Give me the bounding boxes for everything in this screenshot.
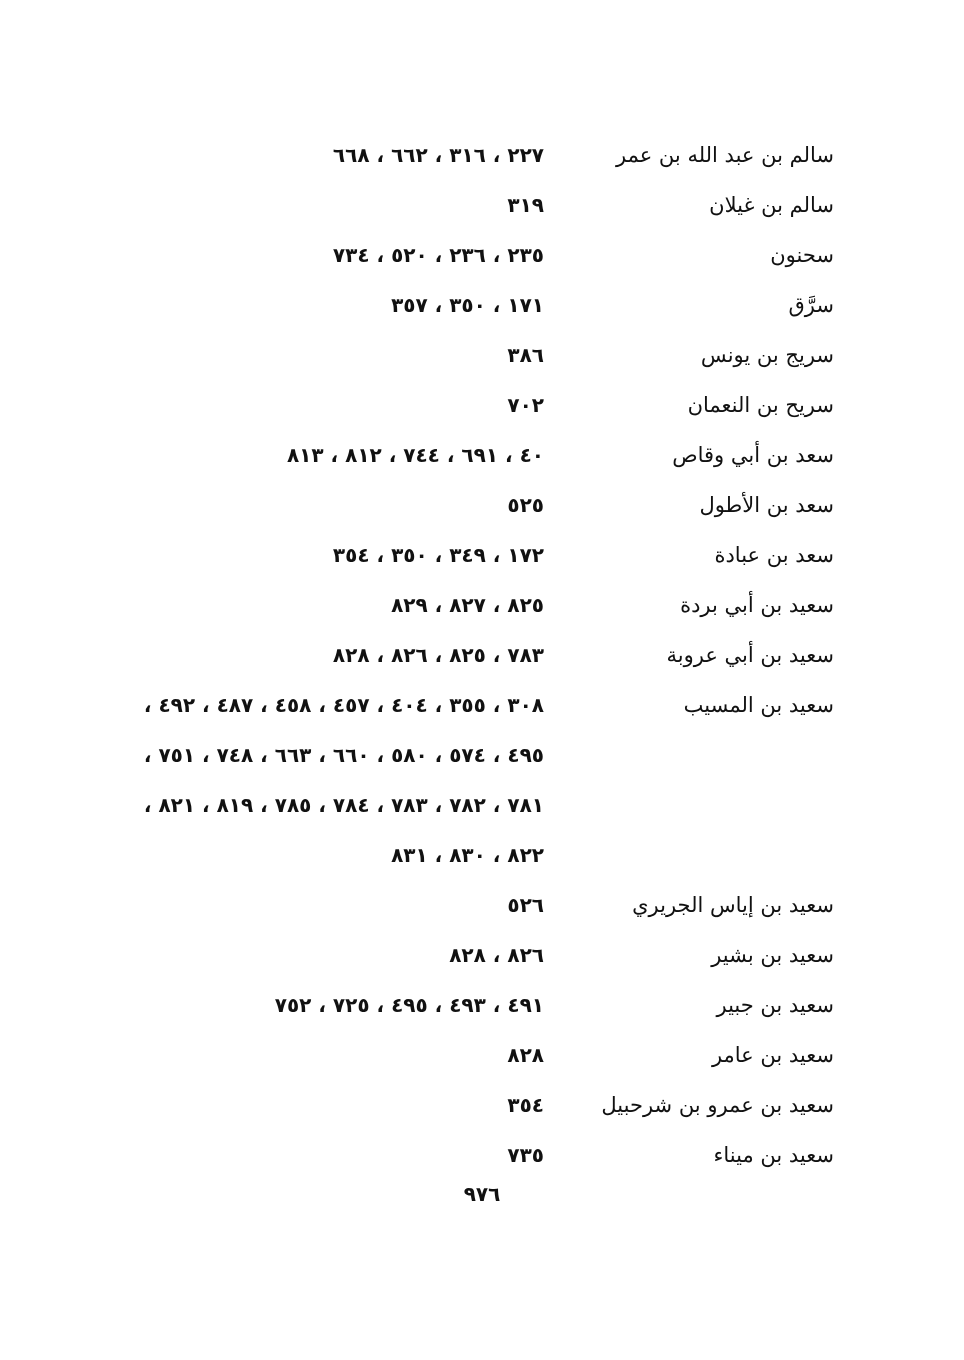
index-entry <box>140 180 834 230</box>
index-entry <box>140 330 834 380</box>
index-entry <box>140 130 834 180</box>
index-entry <box>140 980 834 1030</box>
entry-name: سعيد بن أبي بردة <box>680 593 834 617</box>
entry-name: سعيد بن عامر <box>711 1043 834 1067</box>
entry-name: سعد بن أبي وقاص <box>672 443 834 467</box>
entry-name: سعيد بن ميناء <box>713 1143 834 1167</box>
index-entry <box>140 680 834 730</box>
entry-name: سعيد بن المسيب <box>683 693 834 717</box>
entry-name: سحنون <box>770 243 834 267</box>
index-entry <box>140 1130 834 1180</box>
entry-page-refs: ٧٨١ ، ٧٨٢ ، ٧٨٣ ، ٧٨٤ ، ٧٨٥ ، ٨١٩ ، ٨٢١ ، <box>143 793 544 817</box>
entry-page-refs: ٧٣٥ <box>507 1143 544 1167</box>
index-entry <box>140 580 834 630</box>
entry-name: سريح بن النعمان <box>687 393 834 417</box>
index-list <box>140 130 834 1180</box>
entry-name: سعد بن الأطول <box>699 493 834 517</box>
entry-name: سريج بن يونس <box>700 343 834 367</box>
index-entry <box>140 880 834 930</box>
entry-page-refs: ٢٣٥ ، ٢٣٦ ، ٥٢٠ ، ٧٣٤ <box>332 243 544 267</box>
entry-name: سعيد بن إياس الجريري <box>632 893 834 917</box>
entry-page-refs: ٥٢٦ <box>507 893 544 917</box>
index-entry <box>140 1080 834 1130</box>
entry-page-refs: ١٧١ ، ٣٥٠ ، ٣٥٧ <box>391 293 544 317</box>
entry-name: سعيد بن بشير <box>711 943 834 967</box>
entry-name: سرَّق <box>788 293 834 317</box>
entry-page-refs: ٤٩٥ ، ٥٧٤ ، ٥٨٠ ، ٦٦٠ ، ٦٦٣ ، ٧٤٨ ، ٧٥١ ، <box>143 743 544 767</box>
entry-page-refs: ٨٢٨ <box>507 1043 544 1067</box>
index-entry <box>140 430 834 480</box>
entry-name: سعد بن عبادة <box>714 543 834 567</box>
index-entry-continuation <box>140 780 834 830</box>
index-entry <box>140 630 834 680</box>
entry-page-refs: ٨٢٥ ، ٨٢٧ ، ٨٢٩ <box>391 593 544 617</box>
entry-name: سعيد بن أبي عروبة <box>666 643 834 667</box>
index-entry <box>140 480 834 530</box>
index-entry-continuation <box>140 730 834 780</box>
entry-page-refs: ٧٨٣ ، ٨٢٥ ، ٨٢٦ ، ٨٢٨ <box>332 643 544 667</box>
entry-name: سعيد بن عمرو بن شرحبيل <box>601 1093 834 1117</box>
entry-name: سالم بن عبد الله بن عمر <box>616 143 834 167</box>
entry-name: سعيد بن جبير <box>716 993 834 1017</box>
index-entry <box>140 380 834 430</box>
index-entry <box>140 1030 834 1080</box>
index-entry <box>140 230 834 280</box>
page-number: ٩٧٦ <box>463 1182 501 1206</box>
entry-page-refs: ٧٠٢ <box>507 393 544 417</box>
index-entry <box>140 930 834 980</box>
entry-page-refs: ٨٢٦ ، ٨٢٨ <box>449 943 544 967</box>
entry-page-refs: ٨٢٢ ، ٨٣٠ ، ٨٣١ <box>391 843 544 867</box>
entry-page-refs: ٤٠ ، ٦٩١ ، ٧٤٤ ، ٨١٢ ، ٨١٣ <box>286 443 544 467</box>
index-entry <box>140 280 834 330</box>
entry-page-refs: ٤٩١ ، ٤٩٣ ، ٤٩٥ ، ٧٢٥ ، ٧٥٢ <box>274 993 544 1017</box>
entry-name: سالم بن غيلان <box>709 193 834 217</box>
entry-page-refs: ١٧٢ ، ٣٤٩ ، ٣٥٠ ، ٣٥٤ <box>332 543 544 567</box>
entry-page-refs: ٣٠٨ ، ٣٥٥ ، ٤٠٤ ، ٤٥٧ ، ٤٥٨ ، ٤٨٧ ، ٤٩٢ ، <box>143 693 544 717</box>
entry-page-refs: ٣٥٤ <box>507 1093 544 1117</box>
entry-page-refs: ٣١٩ <box>507 193 544 217</box>
entry-page-refs: ٢٢٧ ، ٣١٦ ، ٦٦٢ ، ٦٦٨ <box>332 143 544 167</box>
entry-page-refs: ٥٢٥ <box>507 493 544 517</box>
entry-page-refs: ٣٨٦ <box>507 343 544 367</box>
index-entry <box>140 530 834 580</box>
index-entry-continuation <box>140 830 834 880</box>
